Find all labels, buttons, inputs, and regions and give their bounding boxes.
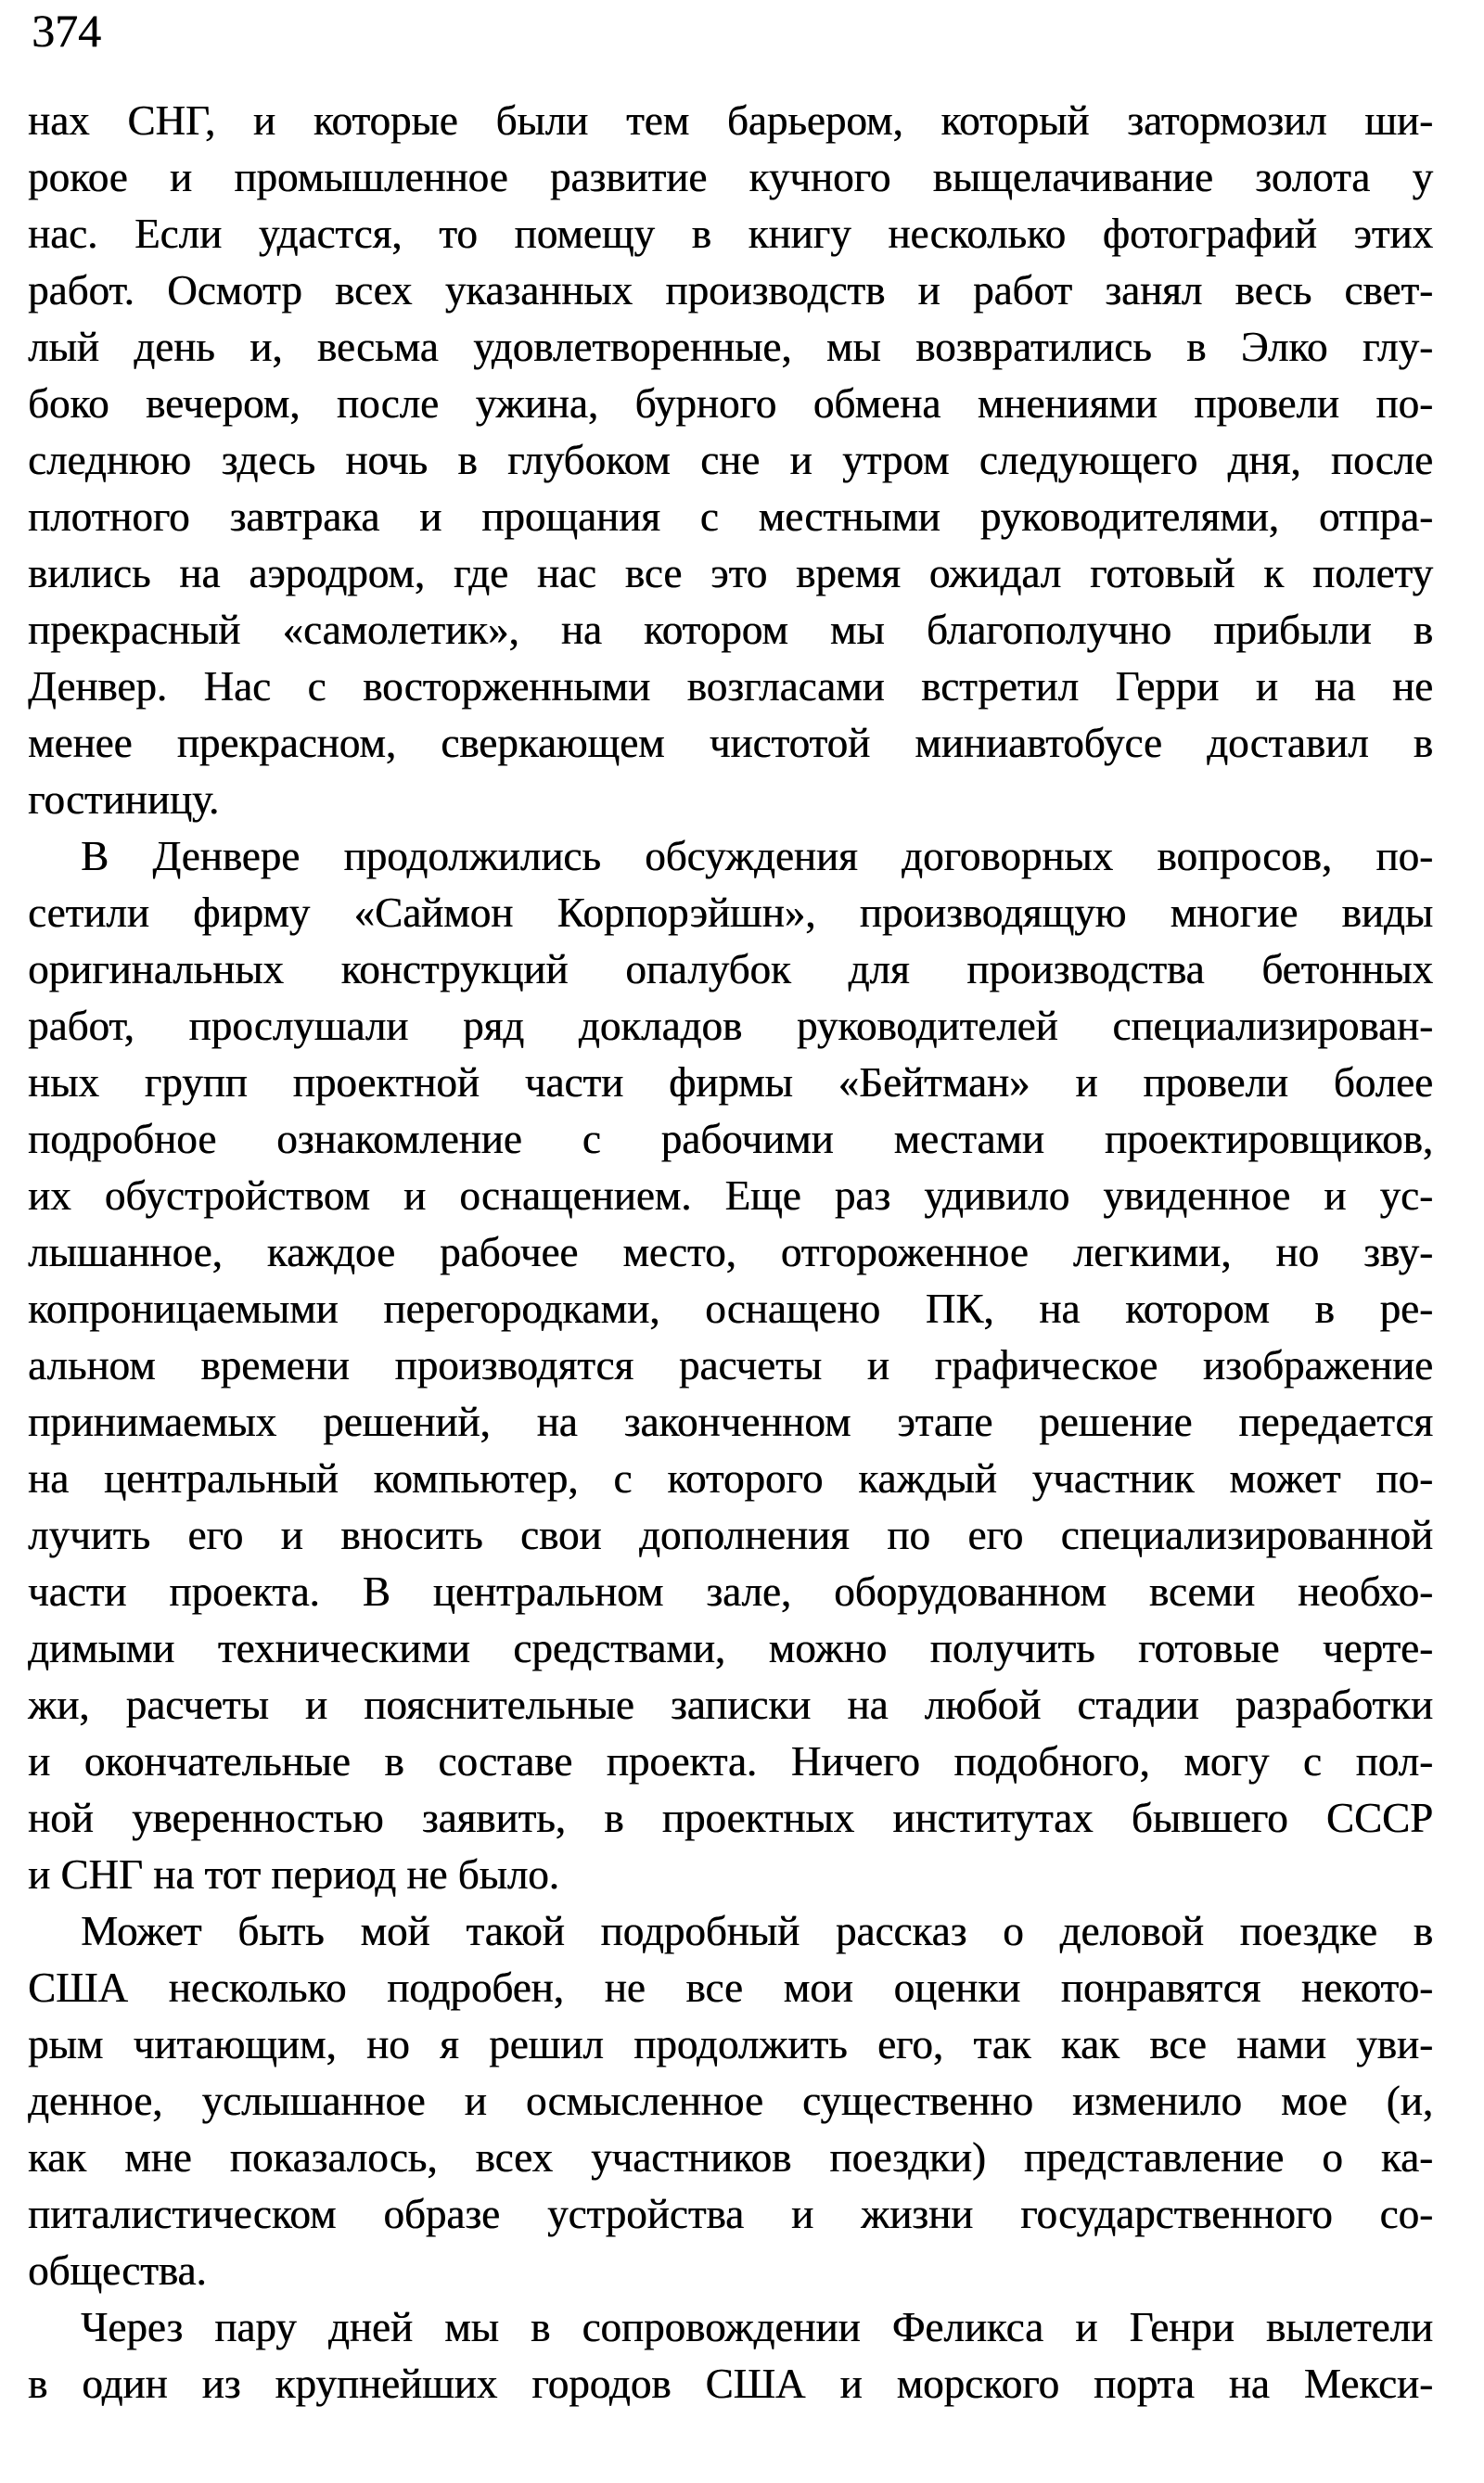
text-line: и СНГ на тот период не было. (28, 1851, 559, 1898)
text-line: сетили фирму «Саймон Корпорэйшн», производящую многие виды (28, 890, 1433, 936)
text-line: менее прекрасном, сверкающем чистотой миниавтобусе доставил в (28, 720, 1433, 766)
text-line: Может быть мой такой подробный рассказ о деловой поездке в (81, 1908, 1433, 1954)
text-line: лый день и, весьма удовлетворенные, мы возвратились в Элко глу- (28, 324, 1433, 370)
text-line: лучить его и вносить свои дополнения по его специализированной (28, 1512, 1433, 1558)
text-line: подробное ознакомление с рабочими местами проектировщиков, (28, 1116, 1433, 1162)
text-line: ной уверенностью заявить, в проектных институтах бывшего СССР (28, 1795, 1433, 1841)
text-line: работ. Осмотр всех указанных производств и работ занял весь свет- (28, 267, 1433, 314)
text-line: США несколько подробен, не все мои оценки понравятся некото- (28, 1965, 1433, 2011)
text-line: вились на аэродром, где нас все это время ожидал готовый к полету (28, 550, 1433, 596)
text-line: нас. Если удастся, то помещу в книгу несколько фотографий этих (28, 211, 1433, 257)
text-line: общества. (28, 2247, 207, 2294)
text-line: димыми техническими средствами, можно получить готовые черте- (28, 1625, 1433, 1671)
text-line: рокое и промышленное развитие кучного выщелачивание золота у (28, 154, 1433, 200)
page-body (28, 93, 1433, 2413)
text-line: гостиницу. (28, 776, 220, 823)
paragraph (28, 828, 1433, 1903)
text-line: питалистическом образе устройства и жизни государственного со- (28, 2191, 1433, 2237)
text-line: и окончательные в составе проекта. Ничего подобного, могу с пол- (28, 1738, 1433, 1785)
text-line: в один из крупнейших городов США и морского порта на Мекси- (28, 2361, 1433, 2407)
text-line: лышанное, каждое рабочее место, отгороженное легкими, но зву- (28, 1229, 1433, 1275)
paragraph (28, 1903, 1433, 2299)
text-line: на центральный компьютер, с которого каждый участник может по- (28, 1455, 1433, 1502)
text-line: их обустройством и оснащением. Еще раз удивило увиденное и ус- (28, 1172, 1433, 1219)
text-line: как мне показалось, всех участников поездки) представление о ка- (28, 2134, 1433, 2181)
text-line: принимаемых решений, на законченном этапе решение передается (28, 1399, 1433, 1445)
text-line: плотного завтрака и прощания с местными руководителями, отпра- (28, 493, 1433, 540)
text-line: Денвер. Нас с восторженными возгласами встретил Герри и на не (28, 663, 1433, 710)
text-line: следнюю здесь ночь в глубоком сне и утром следующего дня, после (28, 437, 1433, 483)
text-line: оригинальных конструкций опалубок для производства бетонных (28, 946, 1433, 992)
text-line: рым читающим, но я решил продолжить его, так как все нами уви- (28, 2021, 1433, 2067)
text-line: боко вечером, после ужина, бурного обмена мнениями провели по- (28, 380, 1433, 427)
text-line: работ, прослушали ряд докладов руководителей специализирован- (28, 1003, 1433, 1049)
page-number: 374 (32, 5, 101, 57)
text-line: копроницаемыми перегородками, оснащено ПК, на котором в ре- (28, 1286, 1433, 1332)
paragraph (28, 2299, 1433, 2413)
text-line: прекрасный «самолетик», на котором мы благополучно прибыли в (28, 607, 1433, 653)
text-line: В Денвере продолжились обсуждения договорных вопросов, по- (81, 833, 1433, 879)
text-line: альном времени производятся расчеты и графическое изображение (28, 1342, 1433, 1389)
text-line: нах СНГ, и которые были тем барьером, который затормозил ши- (28, 97, 1433, 144)
text-line: ных групп проектной части фирмы «Бейтман» и провели более (28, 1059, 1433, 1106)
text-line: Через пару дней мы в сопровождении Феликса и Генри вылетели (81, 2304, 1433, 2350)
text-line: денное, услышанное и осмысленное существенно изменило мое (и, (28, 2078, 1433, 2124)
paragraph (28, 93, 1433, 828)
text-line: жи, расчеты и пояснительные записки на любой стадии разработки (28, 1682, 1433, 1728)
text-line: части проекта. В центральном зале, оборудованном всеми необхо- (28, 1568, 1433, 1615)
